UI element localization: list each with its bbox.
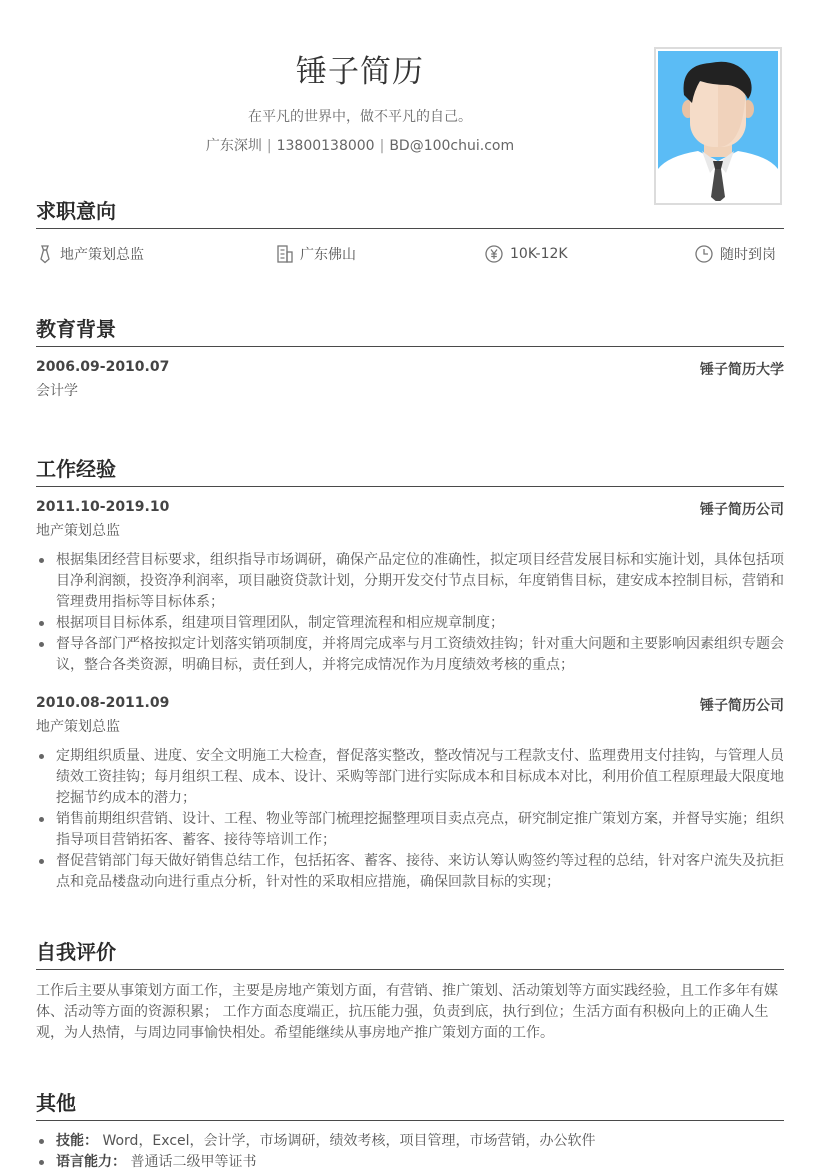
other-item-language: [36, 1152, 784, 1173]
job-row: [36, 695, 784, 714]
job-duty-item: 根据集团经营目标要求，组织指导市场调研，确保产品定位的准确性，拟定项目经营发展目标和实施计划，具体包括项目净利润额，投资净利润率，项目融资贷款计划，分期开发交付节点目标，年度销售目标，建安成本控制目标，营销和管理费用指标等目标体系；: [36, 550, 784, 613]
yen-icon: [484, 244, 504, 264]
other-item-label: 语言能力：: [56, 1154, 126, 1170]
job-company: 锤子简历公司: [700, 502, 784, 518]
job-duty-item: 销售前期组织营销、设计、工程、物业等部门梳理挖掘整理项目卖点亮点，研究制定推广策划方案，并督导实施；组织指导项目营销拓客、蓄客、接待等培训工作；: [36, 809, 784, 851]
intent-availability-value: 随时到岗: [720, 247, 776, 263]
contact-separator: |: [266, 138, 272, 154]
section-title-self-eval: 自我评价: [36, 940, 116, 964]
section-title-other: 其他: [36, 1091, 76, 1115]
other-item-value: Word，Excel，会计学，市场调研，绩效考核，项目管理，市场营销，办公软件: [102, 1133, 596, 1149]
contact-line: [0, 135, 720, 155]
job-date: 2011.10-2019.10: [36, 499, 170, 515]
job-duties-list: [36, 550, 784, 676]
contact-email: BD@100chui.com: [389, 138, 515, 154]
section-divider: [36, 486, 784, 487]
job-duty-item: 督促营销部门每天做好销售总结工作，包括拓客、蓄客、接待、来访认筹认购签约等过程的总结，针对客户流失及抗拒点和竞品楼盘动向进行重点分析，针对性的采取相应措施，确保回款目标的实现；: [36, 851, 784, 893]
education-school: 锤子简历大学: [700, 362, 784, 378]
contact-separator: |: [379, 138, 385, 154]
contact-phone: 13800138000: [276, 138, 375, 154]
intent-row: [36, 244, 784, 266]
tie-icon: [36, 244, 54, 264]
section-title-work: 工作经验: [36, 457, 116, 481]
intent-city-value: 广东佛山: [300, 247, 356, 263]
section-title-intent: 求职意向: [36, 199, 116, 223]
education-row: [36, 359, 784, 378]
self-eval-text: 工作后主要从事策划方面工作，主要是房地产策划方面，有营销、推广策划、活动策划等方面实践经验，且工作多年有媒体、活动等方面的资源积累； 工作方面态度端正，抗压能力强，负责到底，执行到位；生活方面有积极向上的正确人生观，为人热情，与周边同事愉快相处。希望能继续从事房地产推广策划方面的工作。: [36, 983, 778, 1041]
intent-position: [36, 244, 144, 264]
avatar-photo: [654, 47, 782, 205]
job-position: 地产策划总监: [36, 719, 120, 735]
job-date: 2010.08-2011.09: [36, 695, 170, 711]
clock-icon: [694, 244, 714, 264]
avatar-illustration-icon: [658, 51, 778, 201]
contact-location: 广东深圳: [205, 138, 262, 154]
job-duty-item: 定期组织质量、进度、安全文明施工大检查，督促落实整改，整改情况与工程款支付、监理费用支付挂钩，与管理人员绩效工资挂钩；每月组织工程、成本、设计、采购等部门进行实际成本和目标成本对比，利用价值工程原理最大限度地挖掘节约成本的潜力；: [36, 746, 784, 809]
section-divider: [36, 228, 784, 229]
intent-salary: [484, 244, 568, 264]
job-company: 锤子简历公司: [700, 698, 784, 714]
intent-position-value: 地产策划总监: [60, 247, 144, 263]
section-divider: [36, 346, 784, 347]
section-divider: [36, 969, 784, 970]
other-item-skills: [36, 1131, 784, 1152]
job-row: [36, 499, 784, 518]
intent-availability: [694, 244, 776, 264]
job-duty-item: 督导各部门严格按拟定计划落实销项制度，并将周完成率与月工资绩效挂钩；针对重大问题和主要影响因素组织专题会议，整合各类资源，明确目标，责任到人，并将完成情况作为月度绩效考核的重点；: [36, 634, 784, 676]
resume-motto: 在平凡的世界中，做不平凡的自己。: [248, 109, 472, 125]
other-item-label: 技能：: [56, 1133, 98, 1149]
section-divider: [36, 1120, 784, 1121]
education-date: 2006.09-2010.07: [36, 359, 170, 375]
job-duty-item: 根据项目目标体系，组建项目管理团队，制定管理流程和相应规章制度；: [36, 613, 784, 634]
job-position: 地产策划总监: [36, 523, 120, 539]
building-icon: [276, 244, 294, 264]
section-title-education: 教育背景: [36, 317, 116, 341]
other-list: [36, 1131, 784, 1173]
education-major: 会计学: [36, 383, 78, 399]
intent-salary-value: 10K-12K: [510, 246, 568, 262]
job-duties-list: [36, 746, 784, 893]
resume-name: 锤子简历: [296, 54, 424, 90]
other-item-value: 普通话二级甲等证书: [130, 1154, 257, 1170]
intent-city: [276, 244, 356, 264]
